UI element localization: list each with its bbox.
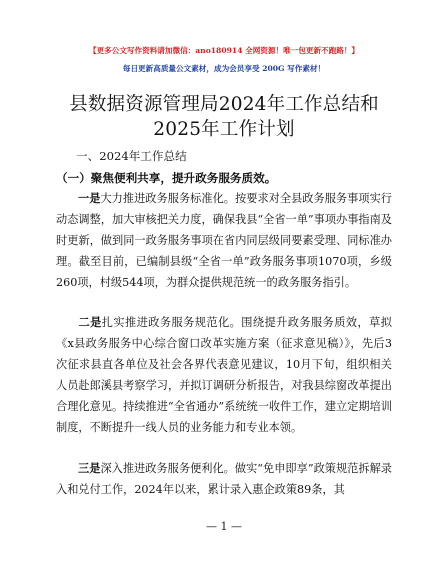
paragraph-3-lead: 三是 bbox=[78, 461, 101, 475]
paragraph-2-lead: 二是 bbox=[78, 315, 102, 329]
promo-banner-line2: 每日更新高质量公文素材，成为会员享受 200G 写作素材！ bbox=[122, 64, 326, 73]
paragraph-1 bbox=[56, 188, 392, 293]
paragraph-2-text: 扎实推进政务服务规范化。围绕提升政务服务质效，草拟《x县政务服务中心综合窗口改革实施方案（征求意见稿）》，先后3次征求县直各单位及社会各界代表意见建议，10月下旬，组织相关人员赴郎溪县考察学习，并拟订调研分析报告，对我县综窗改革提出合理化意见。持续推进“全省通办”系统统一收件工作，建立定期培训制度，不断提升一线人员的业务能力和专业本领。 bbox=[56, 316, 392, 434]
section-heading: 一、2024年工作总结 bbox=[76, 149, 187, 163]
paragraph-3-text: 深入推进政务服务便利化。做实“免申即享”政策规范拆解录入和兑付工作，2024年以来，累计录入惠企政策89条，其 bbox=[56, 462, 392, 496]
page-number: — 1 — bbox=[206, 520, 242, 533]
promo-banner-line1: 【更多公文写作资料请加微信：ano180914 全网资源！唯一包更新不跑路！】 bbox=[88, 46, 360, 55]
document-title: 县数据资源管理局2024年工作总结和2025年工作计划 bbox=[69, 94, 379, 140]
paragraph-1-text: 大力推进政务服务标准化。按要求对全县政务服务事项实行动态调整，加大审核把关力度，确保我县“全省一单”事项办事指南及时更新，做到同一政务服务事项在省内同层级同要素受理、同标准办理。截至目前，已编制县级“全省一单”政务服务事项1070项，乡级260项，村级544项，为群众提供规范统一的政务服务指引。 bbox=[56, 192, 392, 289]
subsection-heading: （一）聚焦便利共享，提升政务服务质效。 bbox=[56, 171, 277, 185]
paragraph-1-lead: 一是 bbox=[78, 191, 101, 205]
promo-banner bbox=[0, 46, 448, 74]
paragraph-2 bbox=[56, 312, 392, 438]
paragraph-3 bbox=[56, 458, 392, 500]
